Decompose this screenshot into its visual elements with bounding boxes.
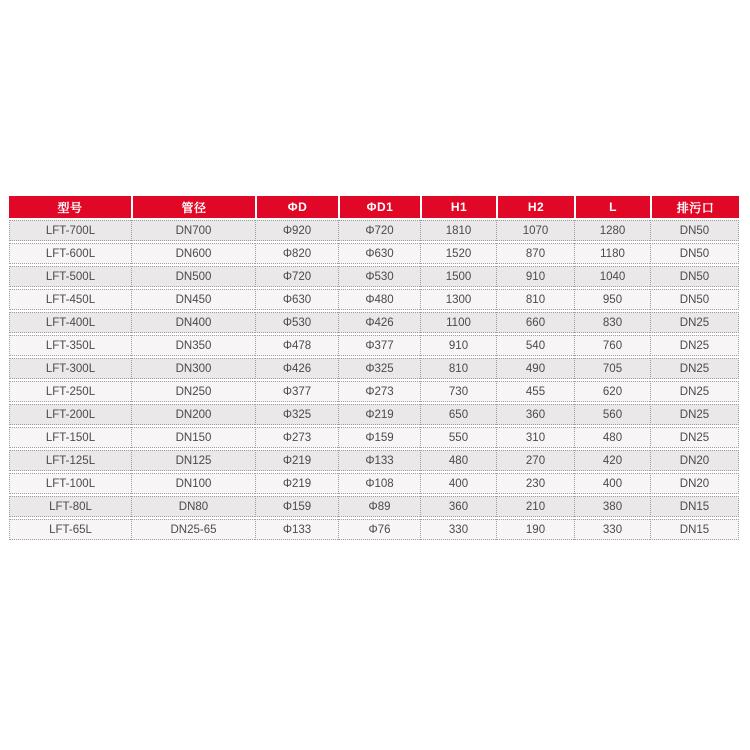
table-cell-l: 1040 (574, 266, 650, 287)
table-cell-h1: 1300 (420, 289, 496, 310)
table-cell-pipe-diameter: DN400 (131, 312, 255, 333)
column-header-model: 型号 (9, 196, 131, 218)
table-cell-phi-d: Φ530 (255, 312, 338, 333)
table-cell-phi-d: Φ820 (255, 243, 338, 264)
table-cell-h1: 400 (420, 473, 496, 494)
product-spec-table (9, 194, 739, 542)
table-cell-h2: 870 (496, 243, 574, 264)
table-cell-h2: 1070 (496, 220, 574, 241)
table-cell-h2: 230 (496, 473, 574, 494)
table-cell-model: LFT-250L (9, 381, 131, 402)
table-cell-model: LFT-500L (9, 266, 131, 287)
table-cell-h1: 1810 (420, 220, 496, 241)
table-cell-phi-d1: Φ720 (338, 220, 420, 241)
table-cell-model: LFT-300L (9, 358, 131, 379)
table-cell-phi-d1: Φ133 (338, 450, 420, 471)
table-cell-phi-d: Φ720 (255, 266, 338, 287)
table-cell-drain-outlet: DN25 (650, 404, 739, 425)
table-cell-drain-outlet: DN50 (650, 220, 739, 241)
table-cell-h1: 1520 (420, 243, 496, 264)
table-cell-drain-outlet: DN25 (650, 358, 739, 379)
table-cell-l: 400 (574, 473, 650, 494)
table-cell-phi-d: Φ478 (255, 335, 338, 356)
column-header-phi-d: ΦD (255, 196, 338, 218)
table-row (9, 450, 739, 471)
table-cell-h2: 490 (496, 358, 574, 379)
table-cell-model: LFT-450L (9, 289, 131, 310)
table-cell-h1: 730 (420, 381, 496, 402)
table-cell-model: LFT-200L (9, 404, 131, 425)
table-cell-phi-d1: Φ480 (338, 289, 420, 310)
table-cell-pipe-diameter: DN150 (131, 427, 255, 448)
table-cell-model: LFT-700L (9, 220, 131, 241)
table-cell-phi-d: Φ219 (255, 450, 338, 471)
table-cell-model: LFT-65L (9, 519, 131, 540)
table-cell-h2: 660 (496, 312, 574, 333)
table-cell-phi-d: Φ920 (255, 220, 338, 241)
table-cell-pipe-diameter: DN700 (131, 220, 255, 241)
table-cell-phi-d: Φ426 (255, 358, 338, 379)
table-cell-phi-d: Φ377 (255, 381, 338, 402)
table-cell-phi-d1: Φ159 (338, 427, 420, 448)
table-cell-phi-d1: Φ273 (338, 381, 420, 402)
table-body (9, 220, 739, 540)
table-cell-h1: 810 (420, 358, 496, 379)
table-row (9, 312, 739, 333)
table-cell-drain-outlet: DN25 (650, 427, 739, 448)
column-header-h2: H2 (496, 196, 574, 218)
table-row (9, 519, 739, 540)
table-cell-pipe-diameter: DN600 (131, 243, 255, 264)
table-cell-l: 705 (574, 358, 650, 379)
table-cell-pipe-diameter: DN125 (131, 450, 255, 471)
table-cell-l: 1280 (574, 220, 650, 241)
table-cell-l: 950 (574, 289, 650, 310)
table-row (9, 266, 739, 287)
table-cell-h2: 910 (496, 266, 574, 287)
table-cell-h1: 550 (420, 427, 496, 448)
table-cell-model: LFT-600L (9, 243, 131, 264)
table-cell-phi-d1: Φ108 (338, 473, 420, 494)
table-cell-phi-d: Φ219 (255, 473, 338, 494)
table-cell-model: LFT-350L (9, 335, 131, 356)
table-row (9, 335, 739, 356)
table-header-row (9, 196, 739, 218)
table-cell-drain-outlet: DN50 (650, 266, 739, 287)
column-header-h1: H1 (420, 196, 496, 218)
table-cell-l: 330 (574, 519, 650, 540)
spec-table-container (9, 194, 740, 542)
column-header-phi-d1: ΦD1 (338, 196, 420, 218)
table-cell-h1: 910 (420, 335, 496, 356)
table-cell-phi-d1: Φ76 (338, 519, 420, 540)
table-cell-pipe-diameter: DN350 (131, 335, 255, 356)
table-cell-h2: 540 (496, 335, 574, 356)
table-cell-pipe-diameter: DN250 (131, 381, 255, 402)
table-cell-pipe-diameter: DN200 (131, 404, 255, 425)
table-cell-drain-outlet: DN25 (650, 335, 739, 356)
table-cell-h1: 1500 (420, 266, 496, 287)
table-cell-h1: 330 (420, 519, 496, 540)
table-row (9, 358, 739, 379)
table-cell-phi-d1: Φ325 (338, 358, 420, 379)
table-cell-h1: 1100 (420, 312, 496, 333)
table-cell-model: LFT-100L (9, 473, 131, 494)
table-cell-h2: 810 (496, 289, 574, 310)
table-cell-h1: 650 (420, 404, 496, 425)
column-header-l: L (574, 196, 650, 218)
table-cell-phi-d: Φ133 (255, 519, 338, 540)
table-cell-drain-outlet: DN25 (650, 381, 739, 402)
table-cell-model: LFT-150L (9, 427, 131, 448)
table-cell-model: LFT-400L (9, 312, 131, 333)
column-header-pipe-diameter: 管径 (131, 196, 255, 218)
table-row (9, 404, 739, 425)
table-cell-l: 830 (574, 312, 650, 333)
table-cell-pipe-diameter: DN25-65 (131, 519, 255, 540)
table-cell-phi-d1: Φ377 (338, 335, 420, 356)
table-cell-h2: 455 (496, 381, 574, 402)
table-cell-l: 380 (574, 496, 650, 517)
table-cell-h1: 480 (420, 450, 496, 471)
table-cell-drain-outlet: DN15 (650, 496, 739, 517)
table-cell-pipe-diameter: DN450 (131, 289, 255, 310)
table-cell-drain-outlet: DN50 (650, 243, 739, 264)
table-cell-pipe-diameter: DN500 (131, 266, 255, 287)
table-cell-model: LFT-125L (9, 450, 131, 471)
table-cell-drain-outlet: DN50 (650, 289, 739, 310)
table-row (9, 473, 739, 494)
table-cell-h2: 190 (496, 519, 574, 540)
table-cell-l: 760 (574, 335, 650, 356)
table-cell-l: 620 (574, 381, 650, 402)
table-row (9, 289, 739, 310)
table-row (9, 220, 739, 241)
table-cell-h2: 210 (496, 496, 574, 517)
table-cell-l: 420 (574, 450, 650, 471)
table-cell-phi-d: Φ159 (255, 496, 338, 517)
table-row (9, 427, 739, 448)
table-cell-h2: 270 (496, 450, 574, 471)
table-cell-drain-outlet: DN20 (650, 473, 739, 494)
table-cell-phi-d1: Φ219 (338, 404, 420, 425)
table-row (9, 381, 739, 402)
column-header-drain-outlet: 排污口 (650, 196, 739, 218)
table-cell-pipe-diameter: DN100 (131, 473, 255, 494)
table-cell-phi-d: Φ630 (255, 289, 338, 310)
table-cell-pipe-diameter: DN300 (131, 358, 255, 379)
table-cell-h2: 360 (496, 404, 574, 425)
table-cell-drain-outlet: DN25 (650, 312, 739, 333)
table-cell-l: 480 (574, 427, 650, 448)
table-row (9, 496, 739, 517)
table-cell-drain-outlet: DN20 (650, 450, 739, 471)
table-cell-phi-d1: Φ89 (338, 496, 420, 517)
table-cell-l: 560 (574, 404, 650, 425)
table-cell-phi-d1: Φ426 (338, 312, 420, 333)
table-cell-phi-d1: Φ630 (338, 243, 420, 264)
table-cell-phi-d1: Φ530 (338, 266, 420, 287)
table-cell-h2: 310 (496, 427, 574, 448)
table-cell-drain-outlet: DN15 (650, 519, 739, 540)
table-cell-model: LFT-80L (9, 496, 131, 517)
table-cell-phi-d: Φ273 (255, 427, 338, 448)
table-cell-l: 1180 (574, 243, 650, 264)
table-cell-h1: 360 (420, 496, 496, 517)
table-cell-phi-d: Φ325 (255, 404, 338, 425)
table-cell-pipe-diameter: DN80 (131, 496, 255, 517)
table-row (9, 243, 739, 264)
